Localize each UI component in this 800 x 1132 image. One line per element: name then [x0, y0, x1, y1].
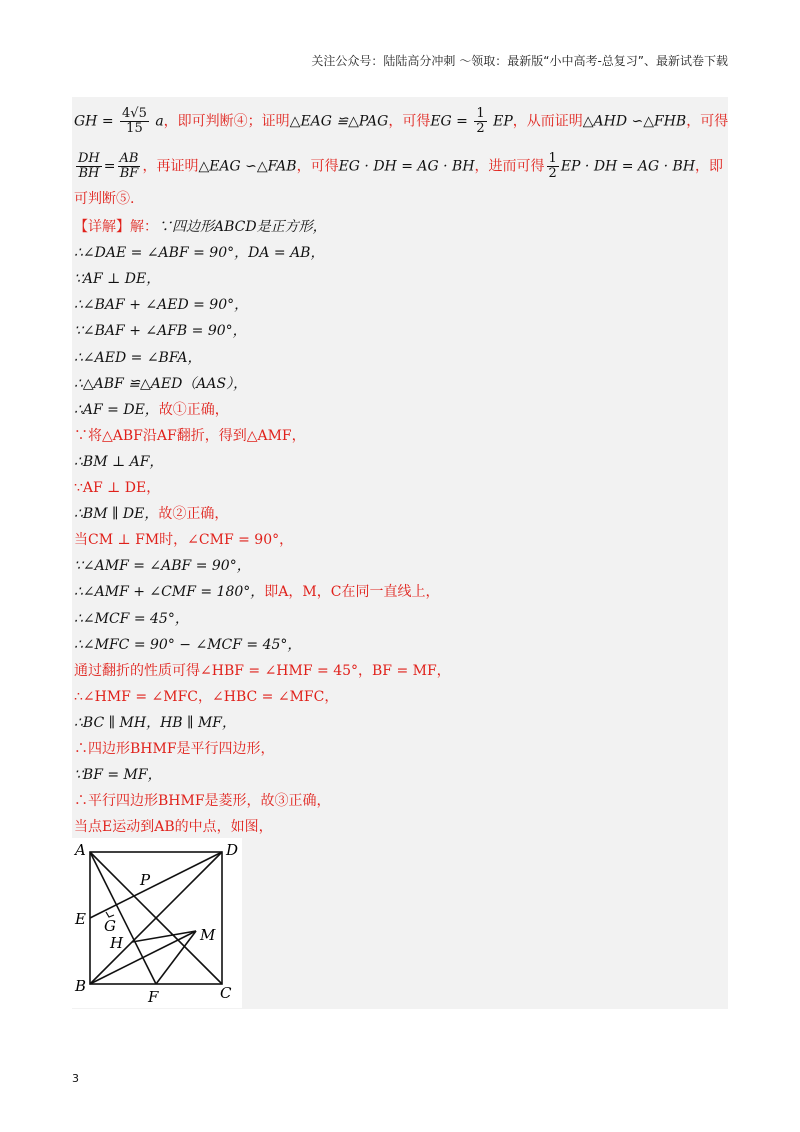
math-text: ∴BM ∥ DE， — [74, 506, 159, 522]
math-text: ∴∠BAF + ∠AED = 90°， — [74, 297, 249, 313]
math-eg-dh: EG · DH = AG · BH — [338, 158, 475, 175]
red-text: 当点E运动到AB的中点，如图， — [74, 819, 273, 835]
math-text: ∴∠DAE = ∠ABF = 90°，DA = AB， — [74, 245, 325, 261]
text-kede-3: ，可得 — [296, 158, 339, 175]
text-judge-4: ，即可判断④；证明 — [163, 113, 290, 130]
detail-line — [74, 401, 229, 419]
page-number: 3 — [72, 1072, 79, 1085]
red-text: 故②正确， — [158, 506, 229, 522]
math-congruent-eag-pag: △EAG ≌△PAG — [289, 113, 389, 130]
fraction-dh-bh: $\frac{DH}{BH}$ — [78, 151, 100, 181]
fraction-half: $\frac{1}{2}$ — [476, 106, 485, 136]
page-header: 关注公众号：陆陆高分冲刺 ～领取：最新版“小中高考-总复习”、最新试卷下载 — [311, 54, 728, 68]
detail-line — [74, 270, 160, 288]
detail-line — [74, 427, 306, 445]
detail-line — [74, 636, 301, 654]
math-gh: GH = — [74, 113, 114, 130]
summary-line-3: 可判断⑤. — [74, 191, 135, 207]
detail-line — [74, 453, 163, 471]
label-m: M — [200, 926, 216, 944]
text-reprove: ，再证明 — [142, 158, 199, 175]
math-text: ∵四边形ABCD是正方形， — [158, 219, 327, 235]
detail-line — [74, 296, 248, 314]
math-text: ∵BF = MF， — [74, 767, 162, 783]
detail-line — [74, 505, 228, 523]
math-ep: EP — [493, 113, 513, 130]
label-c: C — [220, 984, 232, 1002]
detail-line — [74, 714, 236, 732]
math-text: ∵∠AMF = ∠ABF = 90°， — [74, 558, 251, 574]
red-text: ∵将△ABF沿AF翻折，得到△AMF， — [74, 428, 306, 444]
label-e: E — [75, 910, 86, 928]
math-equals: = — [103, 158, 116, 175]
square-diagram — [72, 838, 242, 1008]
detail-line — [74, 583, 439, 601]
text-further: ，进而可得 — [474, 158, 545, 175]
math-text: ∴BC ∥ MH，HB ∥ MF， — [74, 715, 236, 731]
math-ep-dh: EP · DH = AG · BH — [560, 158, 696, 175]
label-h: H — [110, 934, 124, 952]
detail-line — [74, 349, 201, 367]
text-kede: ，可得 — [388, 113, 431, 130]
geometry-figure — [72, 838, 242, 1012]
detail-line — [74, 610, 189, 628]
red-text: 即A，M，C在同一直线上， — [264, 584, 440, 600]
detail-line — [74, 792, 331, 810]
math-text: ∴∠MCF = 45°， — [74, 611, 189, 627]
text-kede-2: ，可得 — [686, 113, 729, 130]
red-text: 当CM ⊥ FM时，∠CMF = 90°， — [74, 532, 294, 548]
summary-line-1 — [74, 107, 728, 136]
math-text: ∴BM ⊥ AF， — [74, 454, 164, 470]
fraction-ab-bf: $\frac{AB}{BF}$ — [119, 151, 139, 181]
math-text: ∴∠AED = ∠BFA， — [74, 350, 202, 366]
fraction-half-2: $\frac{1}{2}$ — [548, 151, 557, 181]
label-a: A — [75, 841, 86, 859]
red-text: ∴∠HMF = ∠MFC，∠HBC = ∠MFC， — [74, 689, 339, 705]
red-text: ∴平行四边形BHMF是菱形，故③正确， — [74, 793, 331, 809]
red-text: 通过翻折的性质可得∠HBF = ∠HMF = 45°，BF = MF， — [74, 663, 451, 679]
detail-line — [74, 244, 324, 262]
text-then-prove: ，从而证明 — [512, 113, 583, 130]
detail-line — [74, 740, 275, 758]
detail-line — [74, 479, 160, 497]
math-text: ∴AF = DE， — [74, 402, 159, 418]
label-b: B — [75, 977, 87, 995]
detail-line — [74, 662, 451, 680]
red-text: 【详解】解： — [74, 219, 158, 235]
detail-line — [74, 766, 162, 784]
math-text: ∵∠BAF + ∠AFB = 90°， — [74, 323, 247, 339]
fraction-4root5-over-15: $\frac{4√5}{15}$ — [122, 106, 147, 136]
detail-line — [74, 818, 273, 836]
math-text: ∵AF ⊥ DE， — [74, 271, 161, 287]
red-text: ∵AF ⊥ DE， — [74, 480, 161, 496]
label-d: D — [226, 841, 239, 859]
summary-line-2 — [74, 152, 723, 181]
red-text: ∴四边形BHMF是平行四边形， — [74, 741, 275, 757]
detail-line — [74, 375, 247, 393]
text-ji: ，即 — [695, 158, 724, 175]
math-a: a — [155, 113, 164, 130]
detail-line — [74, 531, 293, 549]
detail-line — [74, 322, 247, 340]
detail-line — [74, 557, 251, 575]
red-text: 故①正确， — [158, 402, 229, 418]
math-eg: EG = — [430, 113, 468, 130]
math-similar-ahd-fhb: △AHD ∽△FHB — [582, 113, 687, 130]
label-f: F — [148, 988, 159, 1006]
label-p: P — [140, 871, 151, 889]
math-similar-eag-fab: △EAG ∽△FAB — [198, 158, 297, 175]
detail-line — [74, 688, 338, 706]
math-text: ∴∠AMF + ∠CMF = 180°， — [74, 584, 265, 600]
label-g: G — [104, 917, 116, 935]
math-text: ∴∠MFC = 90° − ∠MCF = 45°， — [74, 637, 302, 653]
math-text: ∴△ABF ≌△AED（AAS）， — [74, 376, 248, 392]
detail-line — [74, 218, 327, 236]
